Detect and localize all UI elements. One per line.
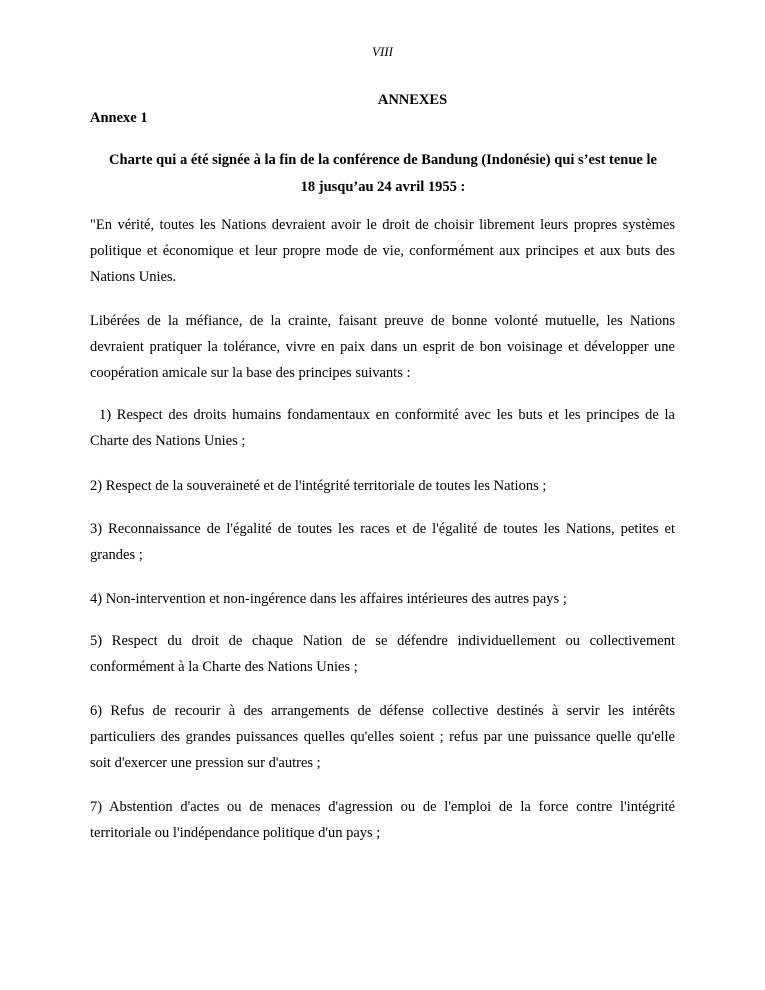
principle-1: 1) Respect des droits humains fondamentaux en conformité avec les buts et les principes de la Charte des Nations Unies ;: [90, 407, 675, 449]
principle-5: 5) Respect du droit de chaque Nation de se défendre individuellement ou collectivement conformément à la Charte des Nations Unies ;: [90, 633, 675, 675]
paragraph-intro: "En vérité, toutes les Nations devraient avoir le droit de choisir librement leurs propres systèmes politique et économique et leur propre mode de vie, conformément aux principes et aux buts des Nations Unies.: [90, 217, 675, 285]
paragraph-preamble: Libérées de la méfiance, de la crainte, faisant preuve de bonne volonté mutuelle, les Nations devraient pratiquer la tolérance, vivre en paix dans un esprit de bon voisinage et développer une coopération amicale sur la base des principes suivants :: [90, 313, 675, 381]
charter-title: [90, 147, 676, 201]
principle-2: 2) Respect de la souveraineté et de l'intégrité territoriale de toutes les Nations ;: [90, 478, 547, 494]
charter-title-line-1: Charte qui a été signée à la fin de la conférence de Bandung (Indonésie) qui s’est tenue le: [109, 152, 657, 168]
principle-4: 4) Non-intervention et non-ingérence dans les affaires intérieures des autres pays ;: [90, 591, 567, 607]
page-number: VIII: [372, 44, 393, 59]
principle-3: 3) Reconnaissance de l'égalité de toutes les races et de l'égalité de toutes les Nations, petites et grandes ;: [90, 521, 675, 563]
charter-title-line-2: 18 jusqu’au 24 avril 1955 :: [300, 179, 466, 195]
principle-6: 6) Refus de recourir à des arrangements de défense collective destinés à servir les intérêts particuliers des grandes puissances quelles qu'elles soient ; refus par une puissance quelle qu'elle soit d'exercer une pression sur d'autres ;: [90, 703, 675, 771]
section-title: ANNEXES: [377, 92, 448, 108]
annex-label: Annexe 1: [90, 110, 148, 126]
principle-7: 7) Abstention d'actes ou de menaces d'agression ou de l'emploi de la force contre l'intégrité territoriale ou l'indépendance politique d'un pays ;: [90, 799, 675, 841]
